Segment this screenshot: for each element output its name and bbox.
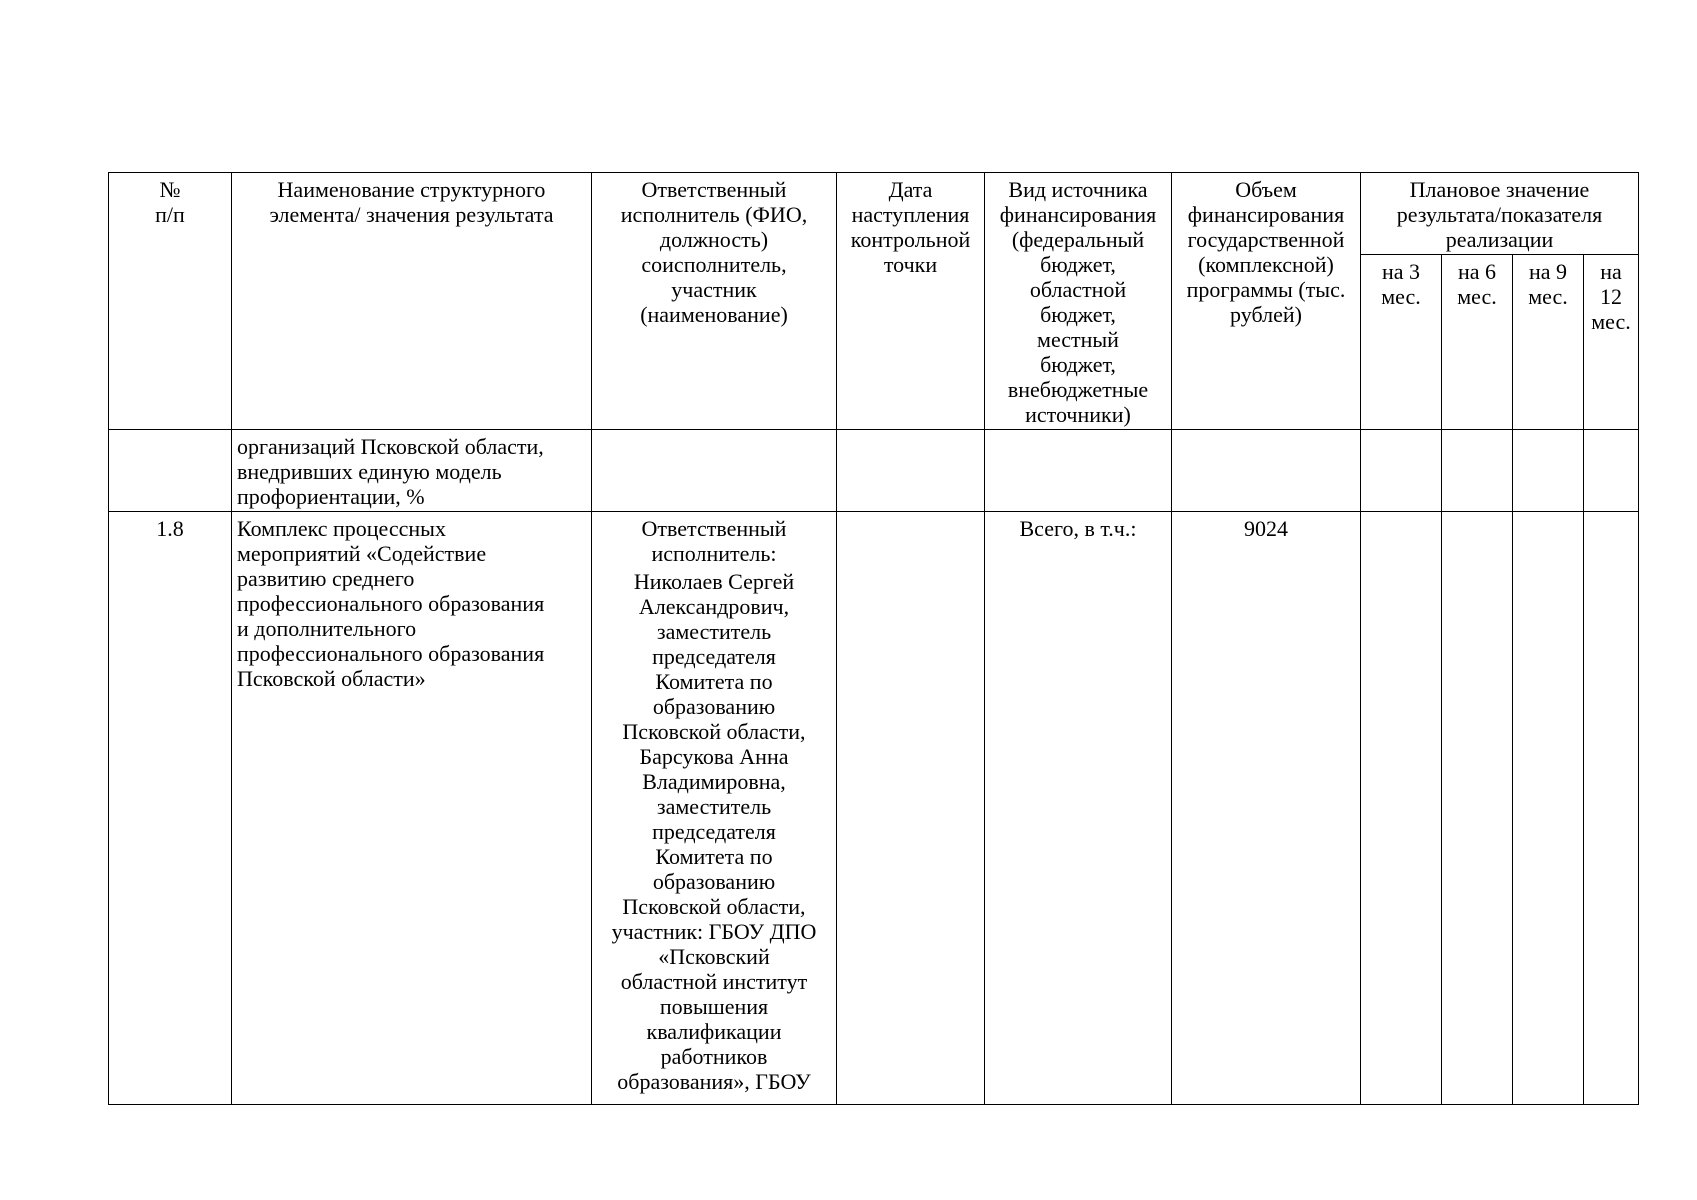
- row-volume: 9024: [1172, 512, 1361, 1105]
- header-period-3: на 3 мес.: [1361, 255, 1442, 430]
- header-name: Наименование структурного элемента/ значения результата: [232, 173, 592, 430]
- table-row: [109, 512, 1639, 1105]
- row-period-3: [1361, 430, 1442, 512]
- row-period-3: [1361, 512, 1442, 1105]
- row-volume: [1172, 430, 1361, 512]
- header-responsible: Ответственный исполнитель (ФИО, должность) соисполнитель, участник (наименование): [592, 173, 837, 430]
- row-responsible-text: Николаев Сергей Александрович, заместитель председателя Комитета по образованию Псковской области, Барсукова Анна Владимировна, заместитель председателя Комитета по образованию Псковской области, участник: ГБОУ ДПО «Псковский областной институт повышения квалификации работников образования», ГБОУ: [611, 569, 817, 1094]
- header-period-9: на 9 мес.: [1513, 255, 1584, 430]
- row-number: [109, 430, 232, 512]
- header-date: Дата наступления контрольной точки: [837, 173, 985, 430]
- header-period-6: на 6 мес.: [1442, 255, 1513, 430]
- header-number: № п/п: [109, 173, 232, 430]
- header-volume: Объем финансирования государственной (комплексной) программы (тыс. рублей): [1172, 173, 1361, 430]
- plan-table: [108, 172, 1639, 1105]
- header-source: Вид источника финансирования (федеральный бюджет, областной бюджет, местный бюджет, внебюджетные источники): [985, 173, 1172, 430]
- row-number: 1.8: [109, 512, 232, 1105]
- row-responsible: [592, 512, 837, 1105]
- row-period-9: [1513, 430, 1584, 512]
- row-period-12: [1584, 512, 1639, 1105]
- row-period-6: [1442, 512, 1513, 1105]
- table-header-row: [109, 173, 1639, 255]
- row-responsible-title: Ответственный исполнитель:: [641, 516, 787, 566]
- row-name: Комплекс процессных мероприятий «Содействие развитию среднего профессионального образования и дополнительного профессионального образования Псковской области»: [232, 512, 592, 1105]
- row-period-9: [1513, 512, 1584, 1105]
- row-source: [985, 430, 1172, 512]
- header-planned: Плановое значение результата/показателя реализации: [1361, 173, 1639, 255]
- row-date: [837, 512, 985, 1105]
- row-period-6: [1442, 430, 1513, 512]
- row-responsible: [592, 430, 837, 512]
- row-date: [837, 430, 985, 512]
- row-name: организаций Псковской области, внедривших единую модель профориентации, %: [232, 430, 592, 512]
- header-period-12: на 12 мес.: [1584, 255, 1639, 430]
- table-row: [109, 430, 1639, 512]
- row-period-12: [1584, 430, 1639, 512]
- row-source: Всего, в т.ч.:: [985, 512, 1172, 1105]
